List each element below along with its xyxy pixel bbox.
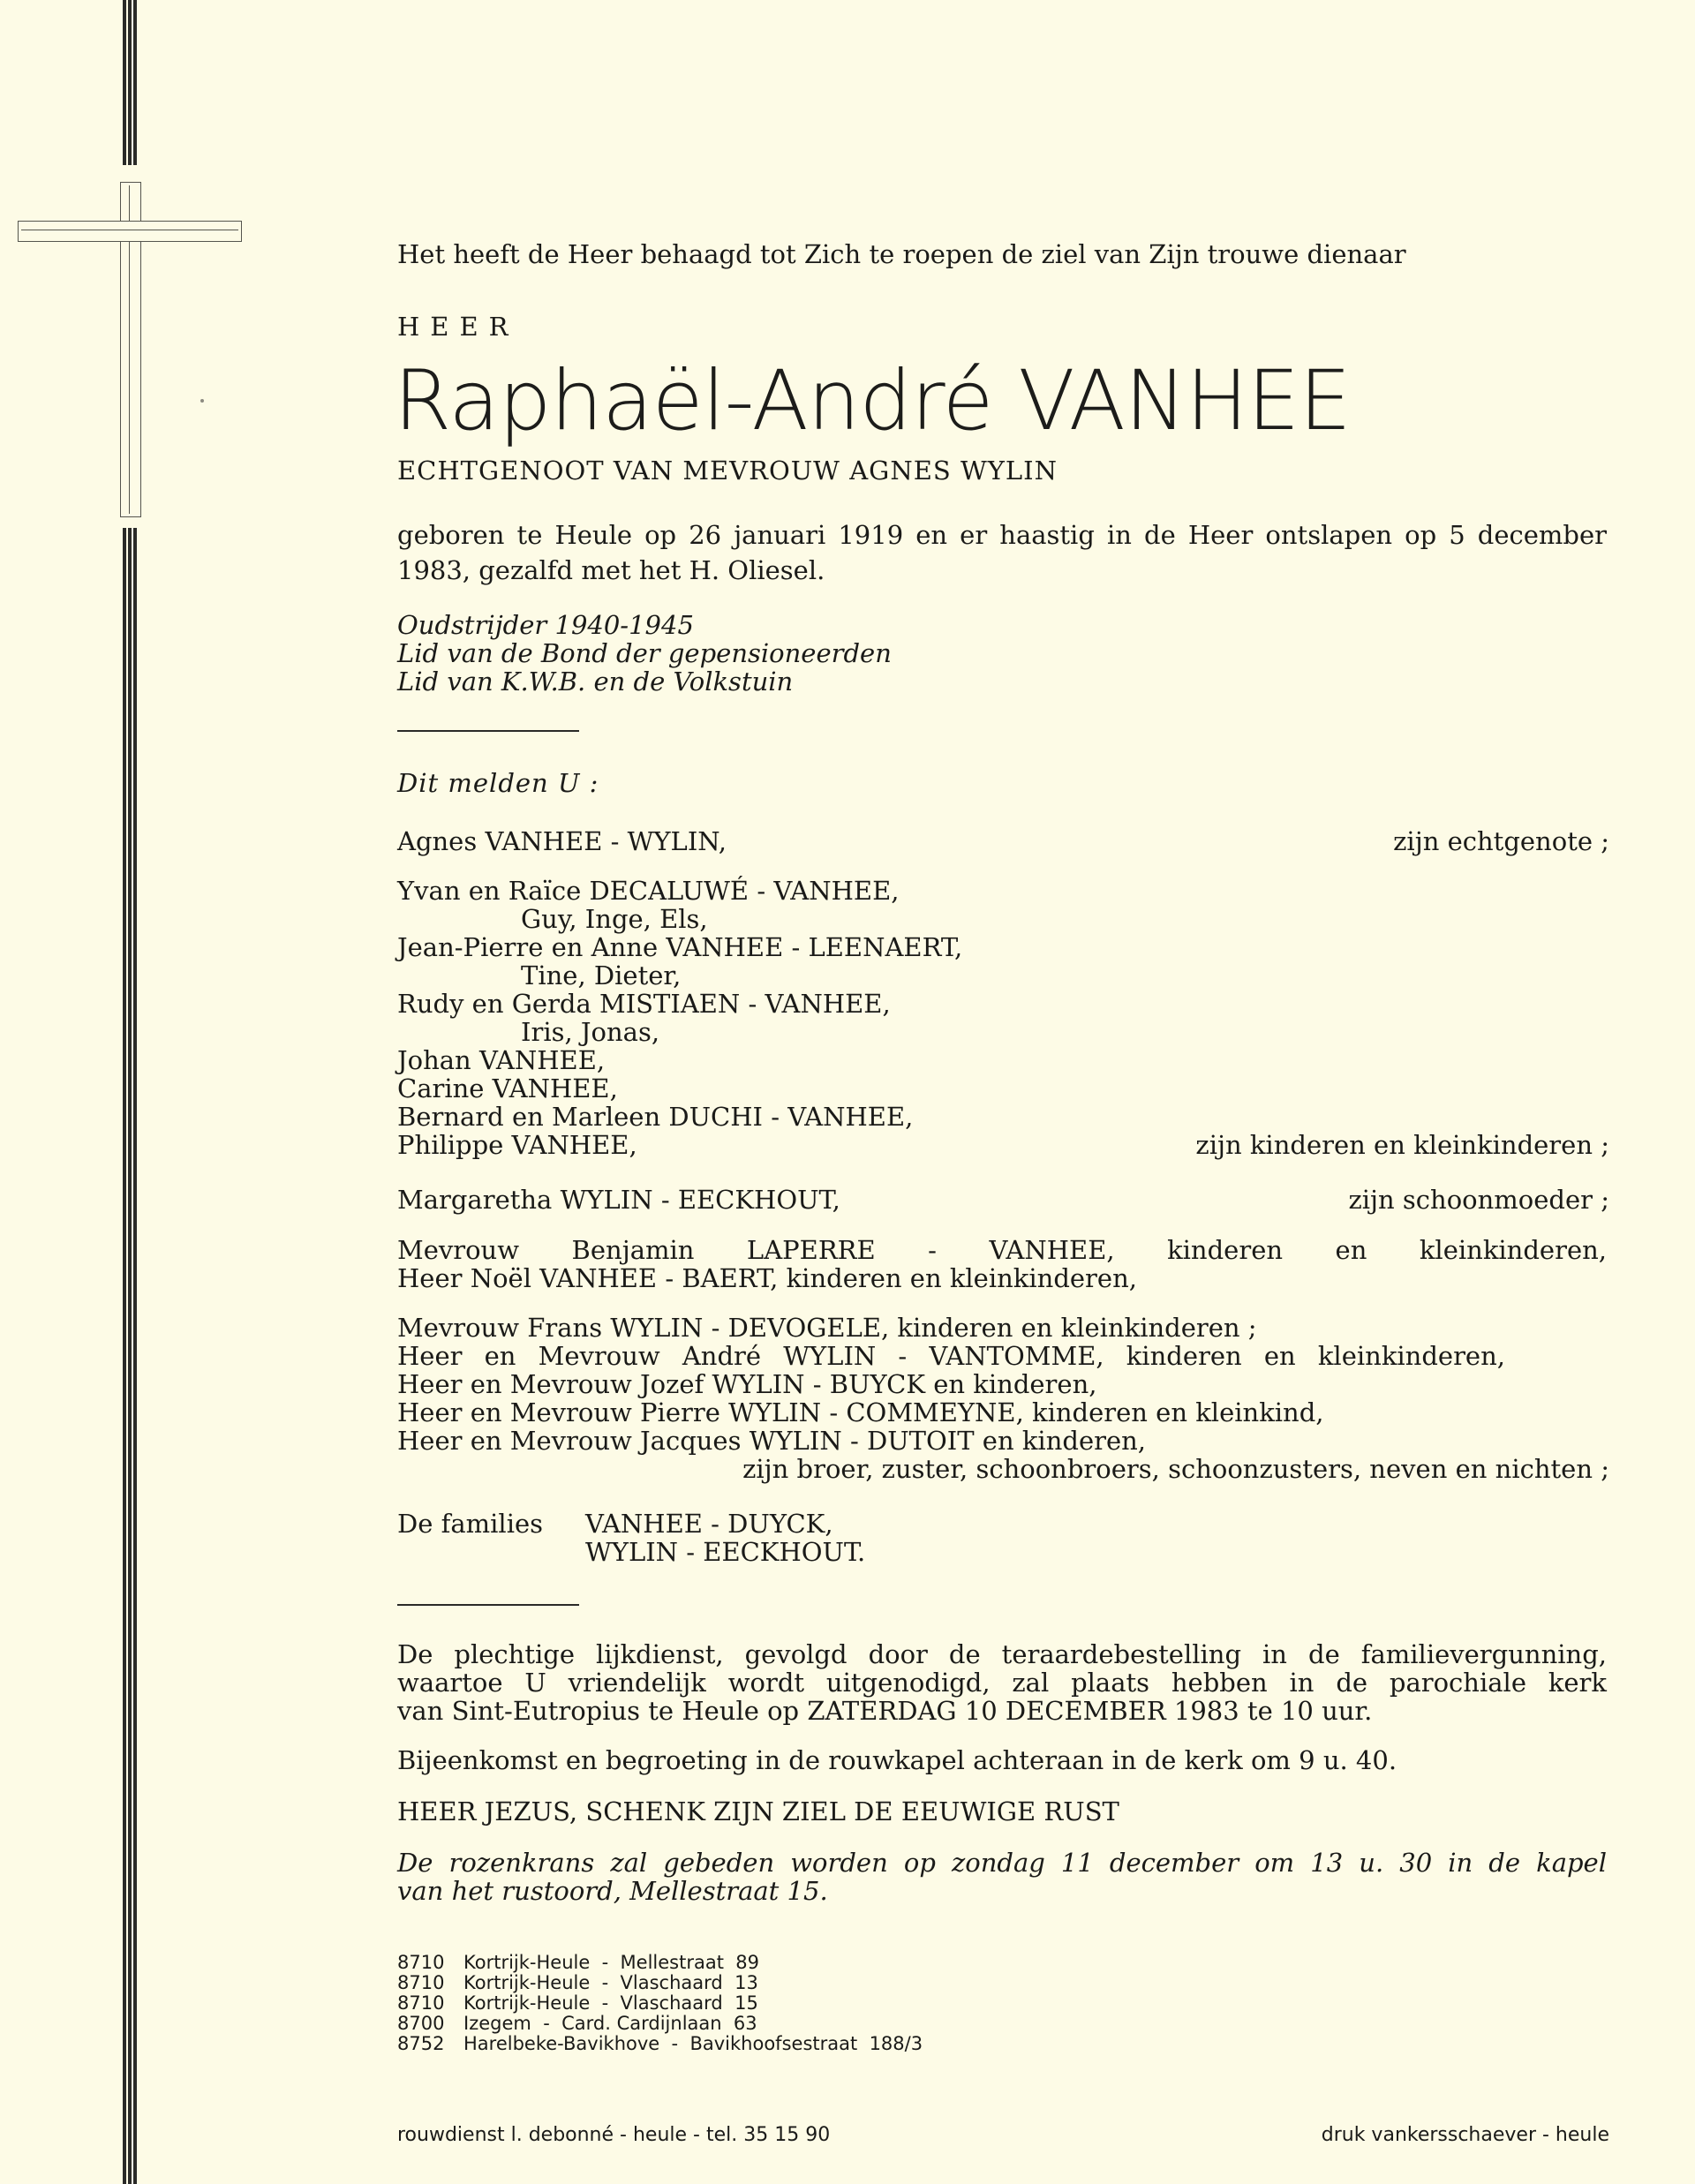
deceased-name: Raphaël-André VANHEE xyxy=(394,353,1351,449)
birth-text: geboren te Heule op 26 januari 1919 en er haastig in de Heer ontslapen op 5 december 1983, gezalfd met het H. Oliesel. xyxy=(397,520,1607,585)
address-postcode: 8710 xyxy=(397,1972,445,1993)
mourning-bar-top xyxy=(123,0,139,165)
address-text: Izegem - Card. Cardijnlaan 63 xyxy=(463,2013,757,2034)
footer-printer: druk vankersschaever - heule xyxy=(1321,2124,1609,2146)
rosary-line: van het rustoord, Mellestraat 15. xyxy=(397,1876,828,1906)
speck xyxy=(200,399,204,403)
children-relation: zijn kinderen en kleinkinderen ; xyxy=(1195,1130,1609,1160)
honorific: HEER xyxy=(397,312,519,342)
spouse-entry-relation: zijn echtgenote ; xyxy=(1393,826,1609,856)
family-entry: Mevrouw Frans WYLIN - DEVOGELE, kinderen en kleinkinderen ; xyxy=(397,1313,1257,1343)
gathering-text: Bijeenkomst en begroeting in de rouwkapel achteraan in de kerk om 9 u. 40. xyxy=(397,1745,1397,1775)
siblings-relation: zijn broer, zuster, schoonbroers, schoonzusters, neven en nichten ; xyxy=(742,1454,1609,1484)
spouse-line: ECHTGENOOT VAN MEVROUW AGNES WYLIN xyxy=(397,456,1058,486)
child-entry: Yvan en Raïce DECALUWÉ - VANHEE, xyxy=(397,876,900,906)
address-text: Kortrijk-Heule - Vlaschaard 13 xyxy=(463,1972,758,1993)
child-entry: Jean-Pierre en Anne VANHEE - LEENAERT, xyxy=(397,932,963,962)
family-entry: Heer Noël VANHEE - BAERT, kinderen en kleinkinderen, xyxy=(397,1263,1137,1293)
service-line: waartoe U vriendelijk wordt uitgenodigd, zal plaats hebben in de parochiale kerk xyxy=(397,1668,1607,1698)
families-second: WYLIN - EECKHOUT. xyxy=(585,1537,866,1567)
mother-in-law-relation: zijn schoonmoeder ; xyxy=(1348,1185,1609,1215)
families-label: De families xyxy=(397,1509,544,1539)
divider xyxy=(397,730,579,732)
child-entry: Bernard en Marleen DUCHI - VANHEE, xyxy=(397,1102,914,1132)
grandchildren-entry: Iris, Jonas, xyxy=(521,1017,660,1047)
membership-item: Oudstrijder 1940-1945 xyxy=(397,610,694,640)
grandchildren-entry: Tine, Dieter, xyxy=(521,960,682,990)
family-entry: Heer en Mevrouw André WYLIN - VANTOMME, kinderen en kleinkinderen, xyxy=(397,1341,1505,1371)
divider xyxy=(397,1604,579,1606)
mourning-bar-bottom xyxy=(123,528,139,2184)
grandchildren-entry: Guy, Inge, Els, xyxy=(521,904,708,934)
address-text: Kortrijk-Heule - Mellestraat 89 xyxy=(463,1952,760,1973)
address-text: Harelbeke-Bavikhove - Bavikhoofsestraat 188/3 xyxy=(463,2033,923,2054)
family-entry: Heer en Mevrouw Jacques WYLIN - DUTOIT en kinderen, xyxy=(397,1426,1147,1456)
intro-text: Het heeft de Heer behaagd tot Zich te roepen de ziel van Zijn trouwe dienaar xyxy=(397,239,1406,269)
child-entry: Rudy en Gerda MISTIAEN - VANHEE, xyxy=(397,989,891,1019)
child-entry: Johan VANHEE, xyxy=(397,1045,606,1075)
family-entry: Heer en Mevrouw Jozef WYLIN - BUYCK en kinderen, xyxy=(397,1369,1097,1399)
address-postcode: 8710 xyxy=(397,1992,445,2014)
family-entry: Heer en Mevrouw Pierre WYLIN - COMMEYNE, kinderen en kleinkind, xyxy=(397,1397,1324,1427)
cross-crossbar xyxy=(18,221,242,242)
mother-in-law-name: Margaretha WYLIN - EECKHOUT, xyxy=(397,1185,840,1215)
footer-funeral-service: rouwdienst l. debonné - heule - tel. 35 15 90 xyxy=(397,2124,831,2146)
family-entry: Mevrouw Benjamin LAPERRE - VANHEE, kinderen en kleinkinderen, xyxy=(397,1235,1607,1265)
service-line: De plechtige lijkdienst, gevolgd door de teraardebestelling in de familievergunning, xyxy=(397,1639,1607,1669)
address-postcode: 8710 xyxy=(397,1952,445,1973)
prayer-text: HEER JEZUS, SCHENK ZIJN ZIEL DE EEUWIGE RUST xyxy=(397,1796,1119,1826)
families-first: VANHEE - DUYCK, xyxy=(585,1509,833,1539)
spouse-entry-name: Agnes VANHEE - WYLIN, xyxy=(397,826,727,856)
address-postcode: 8700 xyxy=(397,2013,445,2034)
rosary-line: De rozenkrans zal gebeden worden op zondag 11 december om 13 u. 30 in de kapel xyxy=(397,1848,1607,1878)
announce-intro: Dit melden U : xyxy=(397,768,599,798)
membership-item: Lid van K.W.B. en de Volkstuin xyxy=(397,666,794,697)
child-entry: Carine VANHEE, xyxy=(397,1073,618,1103)
child-entry: Philippe VANHEE, xyxy=(397,1130,637,1160)
membership-item: Lid van de Bond der gepensioneerden xyxy=(397,638,892,668)
address-text: Kortrijk-Heule - Vlaschaard 15 xyxy=(463,1992,758,2014)
address-postcode: 8752 xyxy=(397,2033,445,2054)
service-line: van Sint-Eutropius te Heule op ZATERDAG 10 DECEMBER 1983 te 10 uur. xyxy=(397,1696,1373,1726)
